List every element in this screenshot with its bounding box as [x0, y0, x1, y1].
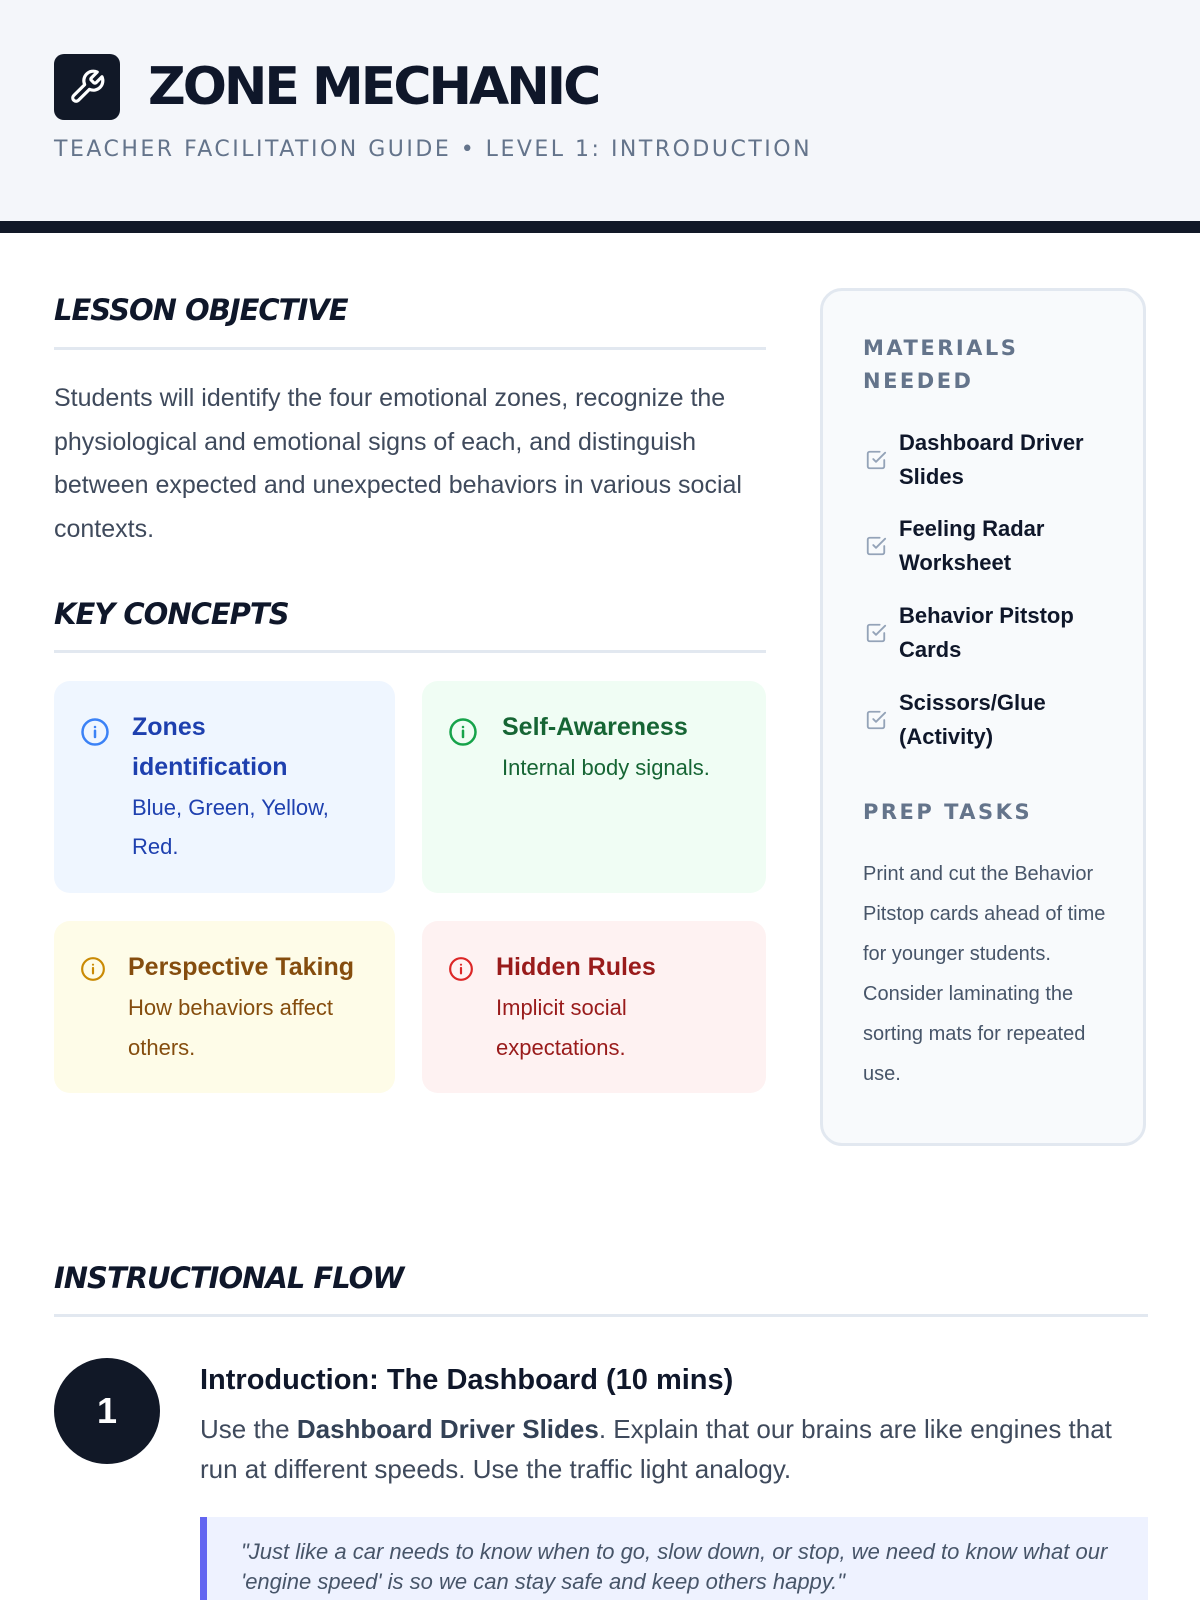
- objective-divider: [54, 347, 766, 350]
- concepts-heading: KEY CONCEPTS: [54, 597, 289, 631]
- concept-card-self-awareness: [422, 681, 766, 893]
- concept-title: Perspective Taking: [128, 953, 355, 981]
- step-number: 1: [54, 1358, 160, 1464]
- flow-heading: INSTRUCTIONAL FLOW: [54, 1261, 404, 1295]
- info-icon: [80, 956, 106, 982]
- concept-card-perspective: [54, 921, 395, 1093]
- concepts-divider: [54, 650, 766, 653]
- concept-desc: Internal body signals.: [502, 755, 710, 780]
- objective-text: Students will identify the four emotional zones, recognize the physiological and emotional signs of each, and distinguish between expected and unexpected behaviors in various social contexts.: [54, 384, 742, 543]
- material-item: [865, 686, 1125, 756]
- concept-desc: others.: [128, 1035, 196, 1060]
- info-icon: [80, 717, 110, 747]
- page-subtitle: TEACHER FACILITATION GUIDE • LEVEL 1: INTRODUCTION: [54, 137, 813, 162]
- logo: [54, 54, 120, 120]
- concept-title: identification: [132, 753, 288, 781]
- checkbox-icon: [865, 449, 887, 471]
- sidebar-panel: [820, 288, 1146, 1146]
- concept-desc: Blue, Green, Yellow,: [132, 795, 329, 820]
- step-highlight: Dashboard Driver Slides: [296, 1414, 599, 1444]
- checkbox-icon: [865, 709, 887, 731]
- step-quote: [200, 1517, 1148, 1600]
- info-icon: [448, 717, 478, 747]
- concept-desc: Implicit social: [496, 995, 627, 1020]
- checkbox-icon: [865, 622, 887, 644]
- material-label: Behavior Pitstop Cards: [899, 603, 1074, 662]
- material-label: Scissors/Glue (Activity): [899, 690, 1046, 749]
- wrench-icon: [68, 68, 106, 106]
- step-description: Use the Dashboard Driver Slides. Explain that our brains are like engines that run at different speeds. Use the traffic light analogy.: [200, 1414, 1112, 1484]
- page-title: ZONE MECHANIC: [148, 57, 599, 117]
- materials-heading: MATERIALS: [863, 336, 1019, 360]
- info-icon: [448, 956, 474, 982]
- concept-title: Zones: [132, 713, 206, 741]
- objective-heading: LESSON OBJECTIVE: [54, 293, 348, 327]
- quote-text: "Just like a car needs to know when to go, slow down, or stop, we need to know what our 'engine speed' is so we can stay safe and keep others happy.": [241, 1539, 1108, 1594]
- step-title: Introduction: The Dashboard (10 mins): [200, 1364, 734, 1396]
- concept-title: Hidden Rules: [496, 953, 656, 981]
- material-item: [865, 512, 1125, 582]
- header-divider: [0, 221, 1200, 233]
- concept-desc: How behaviors affect: [128, 995, 334, 1020]
- page-header: [0, 0, 1200, 221]
- materials-heading: NEEDED: [863, 369, 974, 393]
- concept-card-zones: [54, 681, 395, 893]
- prep-text: Print and cut the Behavior Pitstop cards ahead of time for younger students. Consider laminating the sorting mats for repeated use.: [863, 863, 1106, 1085]
- material-label: Feeling Radar Worksheet: [899, 516, 1045, 575]
- material-label: Dashboard Driver Slides: [899, 430, 1084, 489]
- concept-title: Self-Awareness: [502, 713, 688, 741]
- material-item: [865, 599, 1125, 669]
- concept-card-hidden-rules: [422, 921, 766, 1093]
- prep-heading: PREP TASKS: [863, 800, 1033, 824]
- checkbox-icon: [865, 535, 887, 557]
- concept-desc: expectations.: [496, 1035, 626, 1060]
- material-item: [865, 426, 1125, 496]
- flow-divider: [54, 1314, 1148, 1317]
- concept-desc: Red.: [132, 834, 179, 859]
